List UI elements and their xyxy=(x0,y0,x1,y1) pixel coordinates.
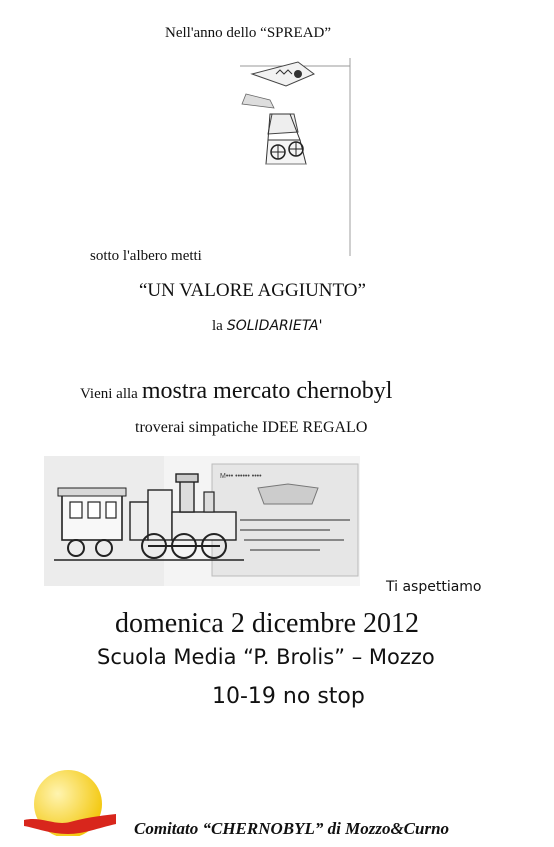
event-hours: 10-19 no stop xyxy=(212,684,365,709)
vieni-line xyxy=(80,378,392,405)
event-date: domenica 2 dicembre 2012 xyxy=(115,608,420,639)
vieni-prefix: Vieni alla xyxy=(80,386,138,402)
committee-signature: Comitato “CHERNOBYL” di Mozzo&Curno xyxy=(134,819,450,838)
idee-regalo: troverai simpatiche IDEE REGALO xyxy=(135,419,368,436)
vieni-main: mostra mercato chernobyl xyxy=(141,378,393,404)
line-sotto-albero: sotto l'albero metti xyxy=(90,248,202,264)
ti-aspettiamo: Ti aspettiamo xyxy=(386,579,482,595)
steam-train-collage-icon xyxy=(44,456,360,586)
sun-hand-logo-icon xyxy=(24,770,116,836)
christmas-tree-sketch-icon xyxy=(238,52,356,260)
solidarieta-line xyxy=(212,317,322,335)
heading-spread: Nell'anno dello “SPREAD” xyxy=(165,25,332,41)
event-place: Scuola Media “P. Brolis” – Mozzo xyxy=(97,645,435,669)
valore-aggiunto: “UN VALORE AGGIUNTO” xyxy=(139,280,366,301)
solidarieta-prefix: la xyxy=(212,318,223,334)
solidarieta-word: SOLIDARIETA' xyxy=(226,318,323,334)
svg-text:M••• •••••• ••••: M••• •••••• •••• xyxy=(220,473,262,480)
